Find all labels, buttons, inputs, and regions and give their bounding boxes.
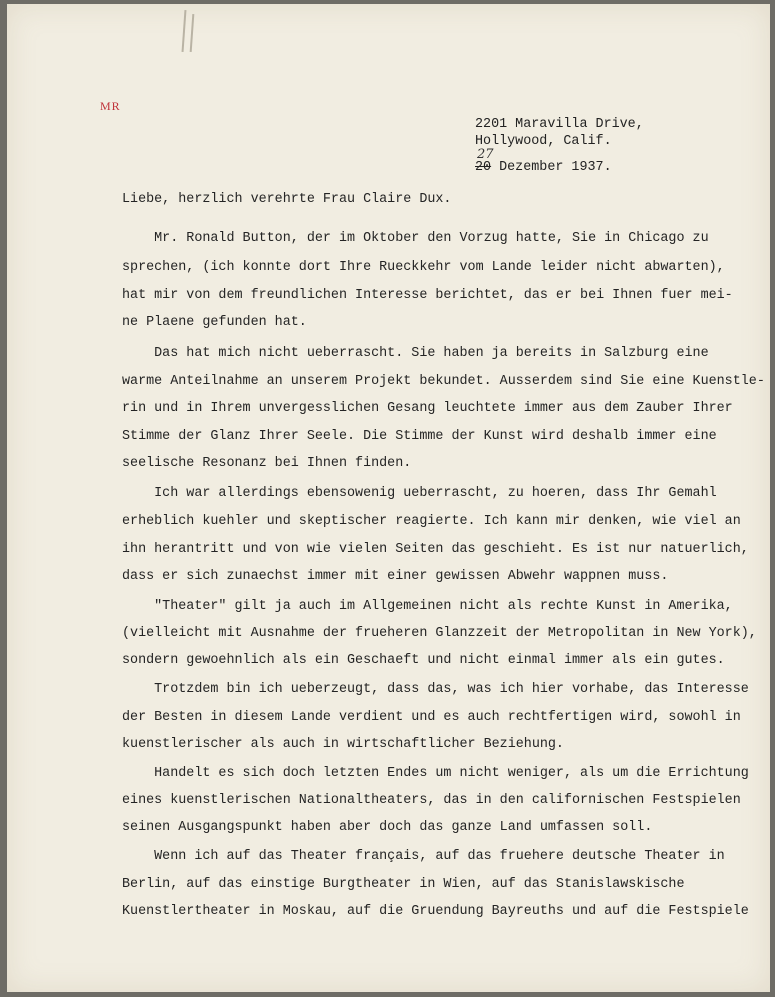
letter-line: hat mir von dem freundlichen Interesse berichtet, das er bei Ihnen fuer mei- (122, 288, 733, 303)
address-city: Hollywood, Calif. (475, 134, 612, 149)
letter-line: seinen Ausgangspunkt haben aber doch das ganze Land umfassen soll. (122, 820, 653, 835)
letter-line: Liebe, herzlich verehrte Frau Claire Dux. (122, 192, 452, 207)
letter-line: kuenstlerischer als auch in wirtschaftlicher Beziehung. (122, 737, 564, 752)
handwritten-date-correction: 27 (477, 147, 494, 162)
letter-line: seelische Resonanz bei Ihnen finden. (122, 456, 412, 471)
letter-date (475, 160, 612, 175)
paper-crease (182, 10, 186, 52)
letter-line: Mr. Ronald Button, der im Oktober den Vorzug hatte, Sie in Chicago zu (122, 231, 709, 246)
letter-line: ne Plaene gefunden hat. (122, 315, 307, 330)
letter-line: Wenn ich auf das Theater français, auf das fruehere deutsche Theater in (122, 849, 725, 864)
letter-line: ihn herantritt und von wie vielen Seiten das geschieht. Es ist nur natuerlich, (122, 542, 749, 557)
letter-line: Trotzdem bin ich ueberzeugt, dass das, was ich hier vorhabe, das Interesse (122, 682, 749, 697)
annotation-mark: MR (100, 99, 121, 113)
date-text: Dezember 1937. (491, 160, 612, 175)
letter-line: warme Anteilnahme an unserem Projekt bekundet. Ausserdem sind Sie eine Kuenstle- (122, 374, 765, 389)
letter-line: "Theater" gilt ja auch im Allgemeinen nicht als rechte Kunst in Amerika, (122, 599, 733, 614)
letter-line: Das hat mich nicht ueberrascht. Sie haben ja bereits in Salzburg eine (122, 346, 709, 361)
letter-line: eines kuenstlerischen Nationaltheaters, das in den californischen Festspielen (122, 793, 741, 808)
letter-line: Berlin, auf das einstige Burgtheater in Wien, auf das Stanislawskische (122, 877, 685, 892)
letter-line: Kuenstlertheater in Moskau, auf die Gruendung Bayreuths und auf die Festspiele (122, 904, 749, 919)
letter-line: der Besten in diesem Lande verdient und es auch rechtfertigen wird, sowohl in (122, 710, 741, 725)
letter-line: erheblich kuehler und skeptischer reagierte. Ich kann mir denken, wie viel an (122, 514, 741, 529)
letter-line: Ich war allerdings ebensowenig ueberrascht, zu hoeren, dass Ihr Gemahl (122, 486, 717, 501)
letter-line: sprechen, (ich konnte dort Ihre Rueckkehr vom Lande leider nicht abwarten), (122, 260, 725, 275)
letter-line: (vielleicht mit Ausnahme der frueheren Glanzzeit der Metropolitan in New York), (122, 626, 757, 641)
paper-crease (190, 14, 194, 52)
letter-line: dass er sich zunaechst immer mit einer gewissen Abwehr wappnen muss. (122, 569, 669, 584)
letter-line: Handelt es sich doch letzten Endes um nicht weniger, als um die Errichtung (122, 766, 749, 781)
letter-page (7, 4, 770, 992)
letter-line: rin und in Ihrem unvergesslichen Gesang leuchtete immer aus dem Zauber Ihrer (122, 401, 733, 416)
letter-line: sondern gewoehnlich als ein Geschaeft und nicht einmal immer als ein gutes. (122, 653, 725, 668)
address-street: 2201 Maravilla Drive, (475, 117, 644, 132)
struck-day: 20 (475, 160, 492, 175)
letter-line: Stimme der Glanz Ihrer Seele. Die Stimme der Kunst wird deshalb immer eine (122, 429, 717, 444)
